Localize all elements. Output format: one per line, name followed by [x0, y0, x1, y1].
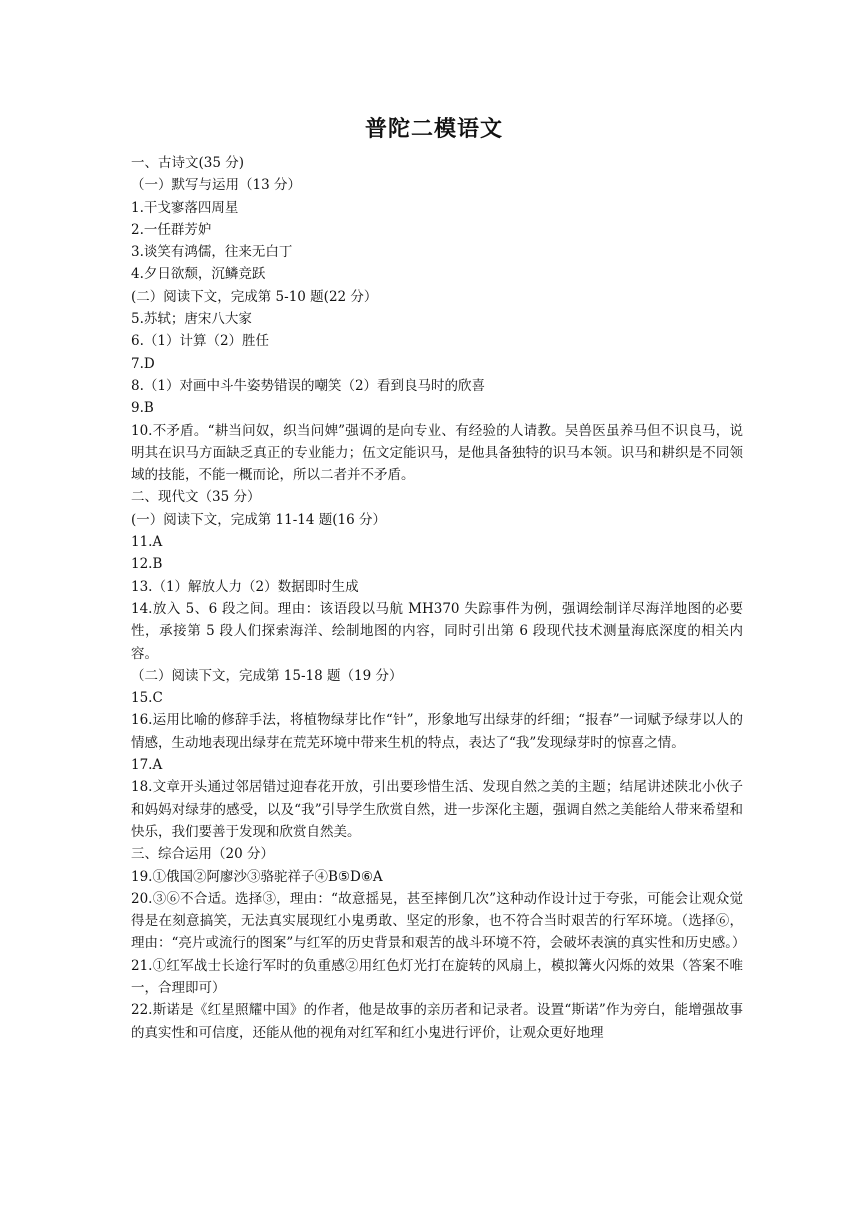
text-line: 2.一任群芳妒 — [131, 221, 212, 238]
text-line: 6.（1）计算（2）胜任 — [131, 333, 270, 350]
text-line: 12.B — [131, 556, 163, 573]
text-line: 3.谈笑有鸿儒，往来无白丁 — [131, 244, 293, 261]
text-line: 10.不矛盾。“耕当问奴，织当问婢”强调的是向专业、有经验的人请教。吴兽医虽养马但不识良马，说明其在识马方面缺乏真正的专业能力；伍文定能识马，是他具备独特的识马本领。识马和耕织是不同领域的技能，不能一概而论，所以二者并不矛盾。 — [131, 422, 743, 484]
text-line: 20.③⑥不合适。选择③，理由：“故意摇晃，甚至摔倒几次”这种动作设计过于夸张，可能会让观众觉得是在刻意搞笑，无法真实展现红小鬼勇敢、坚定的形象，也不符合当时艰苦的行军环境。（选择⑥，理由：“亮片或流行的图案”与红军的历史背景和艰苦的战斗环境不符，会破坏表演的真实性和历史感。） — [131, 890, 746, 952]
text-line: 三、综合运用（20 分） — [131, 846, 274, 863]
text-line: 18.文章开头通过邻居错过迎春花开放，引出要珍惜生活、发现自然之美的主题；结尾讲述陕北小伙子和妈妈对绿芽的感受，以及“我”引导学生欣赏自然，进一步深化主题，强调自然之美能给人带来希望和快乐，我们要善于发现和欣赏自然美。 — [131, 779, 743, 840]
text-line: 13.（1）解放人力（2）数据即时生成 — [131, 578, 359, 595]
page-title: 普陀二模语文 — [364, 116, 503, 142]
text-line: 8.（1）对画中斗牛姿势错误的嘲笑（2）看到良马时的欣喜 — [131, 377, 486, 394]
text-line: 7.D — [131, 355, 155, 372]
text-line: (一）阅读下文，完成第 11-14 题(16 分） — [131, 511, 387, 528]
text-line: 4.夕日欲颓，沉鳞竞跃 — [131, 266, 266, 283]
text-line: 14.放入 5、6 段之间。理由：该语段以马航 MH370 失踪事件为例，强调绘制详尽海洋地图的必要性，承接第 5 段人们探索海洋、绘制地图的内容，同时引出第 6 段现代技术测量海底深度的相关内容。 — [131, 600, 743, 662]
text-line: 15.C — [131, 690, 163, 707]
text-line: 22.斯诺是《红星照耀中国》的作者，他是故事的亲历者和记录者。设置“斯诺”作为旁白，能增强故事的真实性和可信度，还能从他的视角对红军和红小鬼进行评价，让观众更好地理 — [131, 1002, 743, 1041]
text-line: (二）阅读下文，完成第 5-10 题(22 分） — [131, 288, 378, 305]
text-line: 21.①红军战士长途行军时的负重感②用红色灯光打在旋转的风扇上，模拟篝火闪烁的效果（答案不唯一，合理即可） — [131, 957, 743, 996]
text-line: 一、古诗文(35 分) — [131, 155, 245, 171]
text-line: 17.A — [131, 757, 163, 774]
text-line: 5.苏轼；唐宋八大家 — [131, 311, 252, 328]
document-body — [131, 152, 746, 1044]
text-line: 19.①俄国②阿廖沙③骆驼祥子④B⑤D⑥A — [131, 868, 383, 885]
text-line: 1.干戈寥落四周星 — [131, 199, 239, 216]
text-line: （二）阅读下文，完成第 15-18 题（19 分） — [131, 667, 403, 684]
text-line: 9.B — [131, 400, 154, 417]
text-line: （一）默写与运用（13 分） — [131, 177, 301, 194]
text-line: 11.A — [131, 534, 163, 551]
text-line: 二、现代文（35 分） — [131, 489, 261, 506]
text-line: 16.运用比喻的修辞手法，将植物绿芽比作“针”，形象地写出绿芽的纤细；“报春”一词赋予绿芽以人的情感，生动地表现出绿芽在荒芜环境中带来生机的特点，表达了“我”发现绿芽时的惊喜之情。 — [131, 712, 743, 751]
